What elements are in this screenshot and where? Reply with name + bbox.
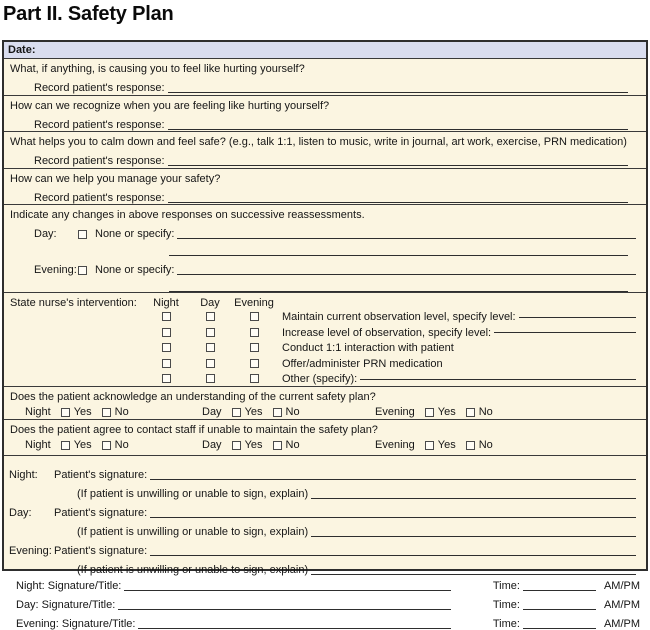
- night-patient-signature-line[interactable]: [150, 476, 636, 480]
- period-label-day: Day: [202, 439, 222, 451]
- nurse-prn-day-checkbox[interactable]: [206, 359, 215, 368]
- changes-evening-specify-line-2[interactable]: [169, 288, 628, 292]
- patient-signature-label: Patient's signature:: [54, 545, 148, 557]
- changes-day-specify-line[interactable]: [177, 235, 636, 239]
- acknowledge-night-yes-checkbox[interactable]: [61, 408, 70, 417]
- nurse-other-evening-checkbox[interactable]: [250, 374, 259, 383]
- acknowledge-day-yes-checkbox[interactable]: [232, 408, 241, 417]
- nurse-prn-night-checkbox[interactable]: [162, 359, 171, 368]
- column-header-evening: Evening: [234, 297, 274, 309]
- acknowledge-evening-no-checkbox[interactable]: [466, 408, 475, 417]
- nurse-option-label: Increase level of observation, specify level:: [282, 326, 492, 339]
- yes-label: Yes: [73, 406, 92, 418]
- nurse-increase-evening-checkbox[interactable]: [250, 328, 259, 337]
- nurse-prn-evening-checkbox[interactable]: [250, 359, 259, 368]
- column-header-night: Night: [153, 297, 179, 309]
- time-label: Time:: [492, 599, 520, 611]
- no-label: No: [285, 439, 300, 451]
- question-text: Does the patient agree to contact staff if unable to maintain the safety plan?: [10, 424, 378, 436]
- record-response-label: Record patient's response:: [34, 82, 165, 94]
- nurse-intervention-section: [4, 292, 646, 386]
- nurse-conduct-night-checkbox[interactable]: [162, 343, 171, 352]
- nurse-other-day-checkbox[interactable]: [206, 374, 215, 383]
- question-section-manage-safety: [4, 168, 646, 204]
- question-text: How can we recognize when you are feeling like hurting yourself?: [10, 100, 330, 112]
- evening-signature-title-label: Evening: Signature/Title:: [16, 618, 136, 630]
- acknowledge-day-no-checkbox[interactable]: [273, 408, 282, 417]
- evening-time-line[interactable]: [523, 625, 596, 629]
- agree-night-yes-checkbox[interactable]: [61, 441, 70, 450]
- period-label-evening: Evening: [375, 406, 415, 418]
- record-response-label: Record patient's response:: [34, 192, 165, 204]
- no-label: No: [114, 406, 129, 418]
- period-label-night: Night: [25, 406, 51, 418]
- nurse-increase-level-line[interactable]: [494, 329, 636, 333]
- nurse-maintain-night-checkbox[interactable]: [162, 312, 171, 321]
- response-line[interactable]: [168, 89, 628, 93]
- yes-label: Yes: [437, 439, 456, 451]
- night-time-line[interactable]: [523, 587, 596, 591]
- acknowledge-section: [4, 386, 646, 419]
- nurse-other-night-checkbox[interactable]: [162, 374, 171, 383]
- question-section-recognize: [4, 95, 646, 131]
- explain-label: (If patient is unwilling or unable to sign, explain): [77, 564, 309, 576]
- yes-label: Yes: [244, 439, 263, 451]
- safety-plan-form: [2, 40, 648, 576]
- changes-day-specify-line-2[interactable]: [169, 252, 628, 256]
- column-header-day: Day: [200, 297, 220, 309]
- day-explain-line[interactable]: [311, 533, 636, 537]
- agree-day-yes-checkbox[interactable]: [232, 441, 241, 450]
- night-signature-title-line[interactable]: [124, 587, 450, 591]
- changes-intro: Indicate any changes in above responses on successive reassessments.: [10, 209, 365, 221]
- question-text: What helps you to calm down and feel safe? (e.g., talk 1:1, listen to music, write in journal, art work, exercise, PRN medication): [10, 136, 627, 148]
- time-label: Time:: [492, 618, 520, 630]
- question-text: Does the patient acknowledge an understanding of the current safety plan?: [10, 391, 376, 403]
- patient-signature-label: Patient's signature:: [54, 469, 148, 481]
- time-label: Time:: [492, 580, 520, 592]
- nurse-option-label: Maintain current observation level, specify level:: [282, 311, 516, 323]
- changes-day-none-checkbox[interactable]: [78, 230, 87, 239]
- yes-label: Yes: [73, 439, 92, 451]
- changes-evening-none-checkbox[interactable]: [78, 266, 87, 275]
- date-row[interactable]: [4, 42, 646, 58]
- yes-label: Yes: [244, 406, 263, 418]
- agree-evening-yes-checkbox[interactable]: [425, 441, 434, 450]
- none-or-specify-label: None or specify:: [95, 228, 175, 240]
- nurse-intervention-label: State nurse's intervention:: [10, 297, 137, 309]
- question-section-calm-down: [4, 131, 646, 168]
- record-response-label: Record patient's response:: [34, 155, 165, 167]
- period-label-evening: Evening: [375, 439, 415, 451]
- night-explain-line[interactable]: [311, 495, 636, 499]
- signature-period-evening: Evening:: [9, 545, 52, 557]
- nurse-conduct-evening-checkbox[interactable]: [250, 343, 259, 352]
- changes-day-label: Day:: [34, 228, 57, 240]
- yes-label: Yes: [437, 406, 456, 418]
- nurse-increase-day-checkbox[interactable]: [206, 328, 215, 337]
- nurse-option-label: Conduct 1:1 interaction with patient: [282, 342, 454, 354]
- nurse-other-specify-line[interactable]: [360, 376, 636, 380]
- nurse-option-label: Other (specify):: [282, 373, 358, 385]
- signature-period-night: Night:: [9, 469, 38, 481]
- response-line[interactable]: [168, 199, 628, 203]
- question-text: What, if anything, is causing you to feel like hurting yourself?: [10, 63, 305, 75]
- page-title: Part II. Safety Plan: [3, 3, 174, 25]
- staff-signature-footer: [0, 573, 650, 630]
- changes-evening-specify-line[interactable]: [177, 271, 636, 275]
- changes-evening-label: Evening:: [34, 264, 77, 276]
- agree-evening-no-checkbox[interactable]: [466, 441, 475, 450]
- day-signature-title-label: Day: Signature/Title:: [16, 599, 116, 611]
- nurse-maintain-evening-checkbox[interactable]: [250, 312, 259, 321]
- signature-period-day: Day:: [9, 507, 32, 519]
- no-label: No: [114, 439, 129, 451]
- day-time-line[interactable]: [523, 606, 596, 610]
- patient-signature-label: Patient's signature:: [54, 507, 148, 519]
- nurse-conduct-day-checkbox[interactable]: [206, 343, 215, 352]
- acknowledge-night-no-checkbox[interactable]: [102, 408, 111, 417]
- agree-section: [4, 419, 646, 455]
- no-label: No: [478, 406, 493, 418]
- day-signature-title-line[interactable]: [118, 606, 451, 610]
- explain-label: (If patient is unwilling or unable to sign, explain): [77, 526, 309, 538]
- agree-day-no-checkbox[interactable]: [273, 441, 282, 450]
- day-patient-signature-line[interactable]: [150, 514, 636, 518]
- no-label: No: [478, 439, 493, 451]
- evening-patient-signature-line[interactable]: [150, 552, 636, 556]
- nurse-maintain-level-line[interactable]: [519, 314, 636, 318]
- response-line[interactable]: [168, 162, 628, 166]
- nurse-option-label: Offer/administer PRN medication: [282, 357, 443, 370]
- nurse-maintain-day-checkbox[interactable]: [206, 312, 215, 321]
- date-label: Date:: [8, 44, 36, 56]
- ampm-label: AM/PM: [603, 580, 640, 592]
- no-label: No: [285, 406, 300, 418]
- none-or-specify-label: None or specify:: [95, 264, 175, 276]
- patient-signature-section: [4, 455, 646, 576]
- question-text: How can we help you manage your safety?: [10, 173, 221, 185]
- period-label-night: Night: [25, 439, 51, 451]
- response-line[interactable]: [168, 126, 628, 130]
- record-response-label: Record patient's response:: [34, 119, 165, 131]
- night-signature-title-label: Night: Signature/Title:: [16, 580, 122, 592]
- evening-signature-title-line[interactable]: [138, 625, 450, 629]
- ampm-label: AM/PM: [603, 618, 640, 630]
- ampm-label: AM/PM: [603, 599, 640, 611]
- acknowledge-evening-yes-checkbox[interactable]: [425, 408, 434, 417]
- period-label-day: Day: [202, 406, 222, 418]
- agree-night-no-checkbox[interactable]: [102, 441, 111, 450]
- nurse-increase-night-checkbox[interactable]: [162, 328, 171, 337]
- changes-section: [4, 204, 646, 292]
- explain-label: (If patient is unwilling or unable to sign, explain): [77, 488, 309, 500]
- question-section-hurting-cause: [4, 58, 646, 95]
